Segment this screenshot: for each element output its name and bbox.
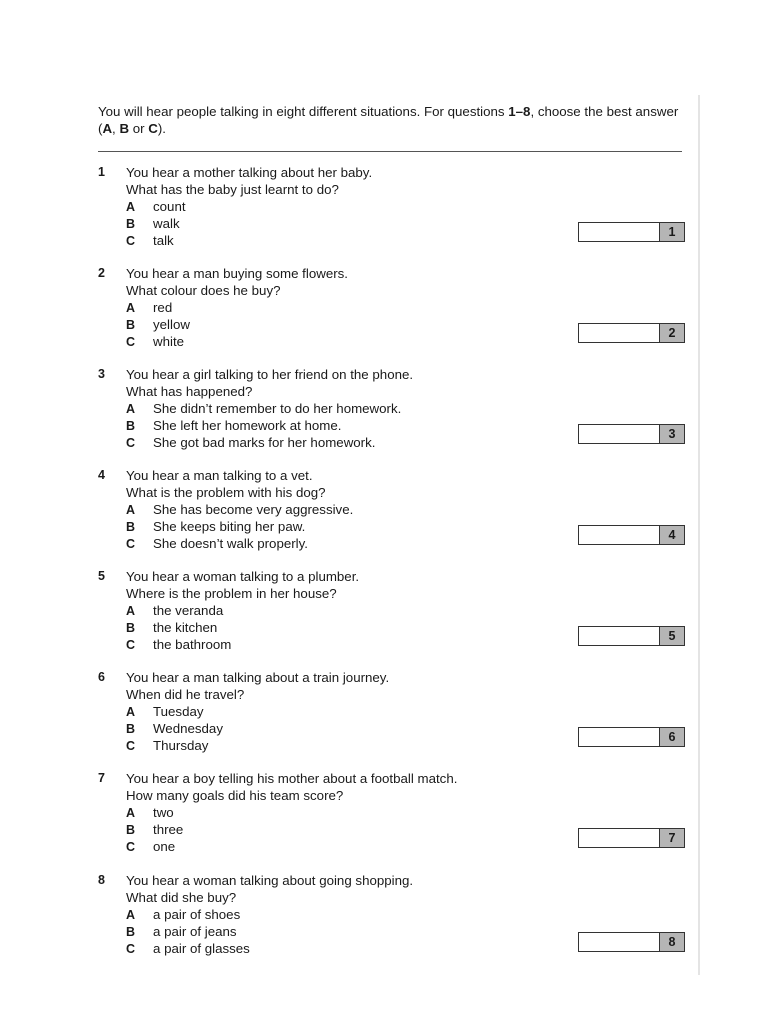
option-letter: A [126,908,136,922]
answer-box-number: 1 [659,223,684,241]
option-letter: C [126,436,136,450]
instructions-option-c: C [148,121,158,136]
option-c [126,434,375,452]
option-b [126,518,305,536]
instructions-separator: , [112,121,120,136]
answer-box-number: 2 [659,324,684,342]
question-6 [98,669,688,759]
option-letter: A [126,301,136,315]
option-b [126,821,183,839]
option-text: white [153,334,185,349]
option-letter: B [126,925,136,939]
option-letter: A [126,200,136,214]
option-text: She didn’t remember to do her homework. [153,401,402,416]
option-text: talk [153,233,174,248]
option-text: walk [153,216,180,231]
question-5 [98,568,688,658]
question-number: 5 [98,569,105,583]
option-letter: A [126,503,136,517]
answer-box[interactable] [578,727,685,747]
option-text: the veranda [153,603,224,618]
question-number: 4 [98,468,105,482]
question-context: You hear a man buying some flowers. [126,266,348,281]
option-text: a pair of jeans [153,924,237,939]
option-b [126,923,237,941]
question-number: 1 [98,165,105,179]
instructions-range: 1–8 [508,104,531,119]
answer-box[interactable] [578,424,685,444]
option-c [126,737,208,755]
instructions-text: You will hear people talking in eight different situations. For questions [98,104,509,119]
question-2 [98,265,688,355]
option-letter: C [126,234,136,248]
option-text: a pair of shoes [153,907,241,922]
option-letter: C [126,942,136,956]
option-c [126,232,174,250]
question-number: 3 [98,367,105,381]
question-context: You hear a man talking to a vet. [126,468,313,483]
option-c [126,333,184,351]
question-text: How many goals did his team score? [126,788,344,803]
option-a [126,906,240,924]
option-text: three [153,822,184,837]
question-text: When did he travel? [126,687,245,702]
option-a [126,602,223,620]
option-letter: B [126,621,136,635]
option-b [126,720,223,738]
answer-box-number: 7 [659,829,684,847]
option-c [126,940,250,958]
option-c [126,838,175,856]
option-text: the kitchen [153,620,218,635]
option-b [126,316,190,334]
instructions-option-a: A [102,121,113,136]
option-text: red [153,300,173,315]
instructions-option-b: B [119,121,130,136]
option-letter: C [126,537,136,551]
option-c [126,535,308,553]
option-letter: A [126,402,136,416]
question-context: You hear a girl talking to her friend on the phone. [126,367,414,382]
question-1 [98,164,688,254]
option-c [126,636,231,654]
option-b [126,619,217,637]
instructions-separator: or [129,121,149,136]
option-letter: A [126,604,136,618]
option-a [126,400,401,418]
option-text: She keeps biting her paw. [153,519,306,534]
question-text: What colour does he buy? [126,283,281,298]
instructions-text: , choose the best answer ( [98,104,679,136]
answer-box[interactable] [578,932,685,952]
question-3 [98,366,688,456]
question-number: 6 [98,670,105,684]
question-number: 2 [98,266,105,280]
option-letter: B [126,217,136,231]
question-8 [98,872,688,962]
question-context: You hear a woman talking to a plumber. [126,569,360,584]
answer-box-number: 6 [659,728,684,746]
option-text: Thursday [153,738,209,753]
question-number: 8 [98,873,105,887]
option-text: She doesn’t walk properly. [153,536,308,551]
question-text: What is the problem with his dog? [126,485,326,500]
option-text: She has become very aggressive. [153,502,354,517]
question-text: Where is the problem in her house? [126,586,337,601]
answer-box[interactable] [578,222,685,242]
question-context: You hear a mother talking about her baby. [126,165,373,180]
option-a [126,501,353,519]
option-a [126,198,186,216]
option-letter: B [126,823,136,837]
option-text: two [153,805,174,820]
answer-box-number: 8 [659,933,684,951]
option-text: She left her homework at home. [153,418,342,433]
option-text: She got bad marks for her homework. [153,435,376,450]
question-text: What has happened? [126,384,253,399]
question-4 [98,467,688,557]
option-letter: B [126,419,136,433]
answer-box-number: 5 [659,627,684,645]
divider-rule [98,151,682,152]
option-letter: A [126,806,136,820]
option-letter: C [126,335,136,349]
option-a [126,804,174,822]
option-letter: B [126,520,136,534]
page-edge-shadow [698,95,700,975]
option-letter: B [126,722,136,736]
option-text: Wednesday [153,721,223,736]
answer-box[interactable] [578,323,685,343]
instructions [98,103,688,137]
answer-box[interactable] [578,525,685,545]
question-number: 7 [98,771,105,785]
option-letter: B [126,318,136,332]
option-letter: C [126,840,136,854]
option-b [126,215,180,233]
option-letter: C [126,638,136,652]
answer-box-number: 4 [659,526,684,544]
option-a [126,299,172,317]
option-text: one [153,839,176,854]
question-7 [98,770,688,860]
question-text: What has the baby just learnt to do? [126,182,339,197]
question-context: You hear a man talking about a train journey. [126,670,390,685]
question-context: You hear a boy telling his mother about a football match. [126,771,458,786]
answer-box[interactable] [578,626,685,646]
option-letter: A [126,705,136,719]
instructions-text: ). [157,121,166,136]
option-text: yellow [153,317,190,332]
question-text: What did she buy? [126,890,237,905]
option-b [126,417,341,435]
question-context: You hear a woman talking about going shopping. [126,873,414,888]
answer-box[interactable] [578,828,685,848]
option-text: count [153,199,186,214]
answer-box-number: 3 [659,425,684,443]
option-text: Tuesday [153,704,204,719]
option-text: a pair of glasses [153,941,250,956]
option-text: the bathroom [153,637,232,652]
option-a [126,703,204,721]
option-letter: C [126,739,136,753]
